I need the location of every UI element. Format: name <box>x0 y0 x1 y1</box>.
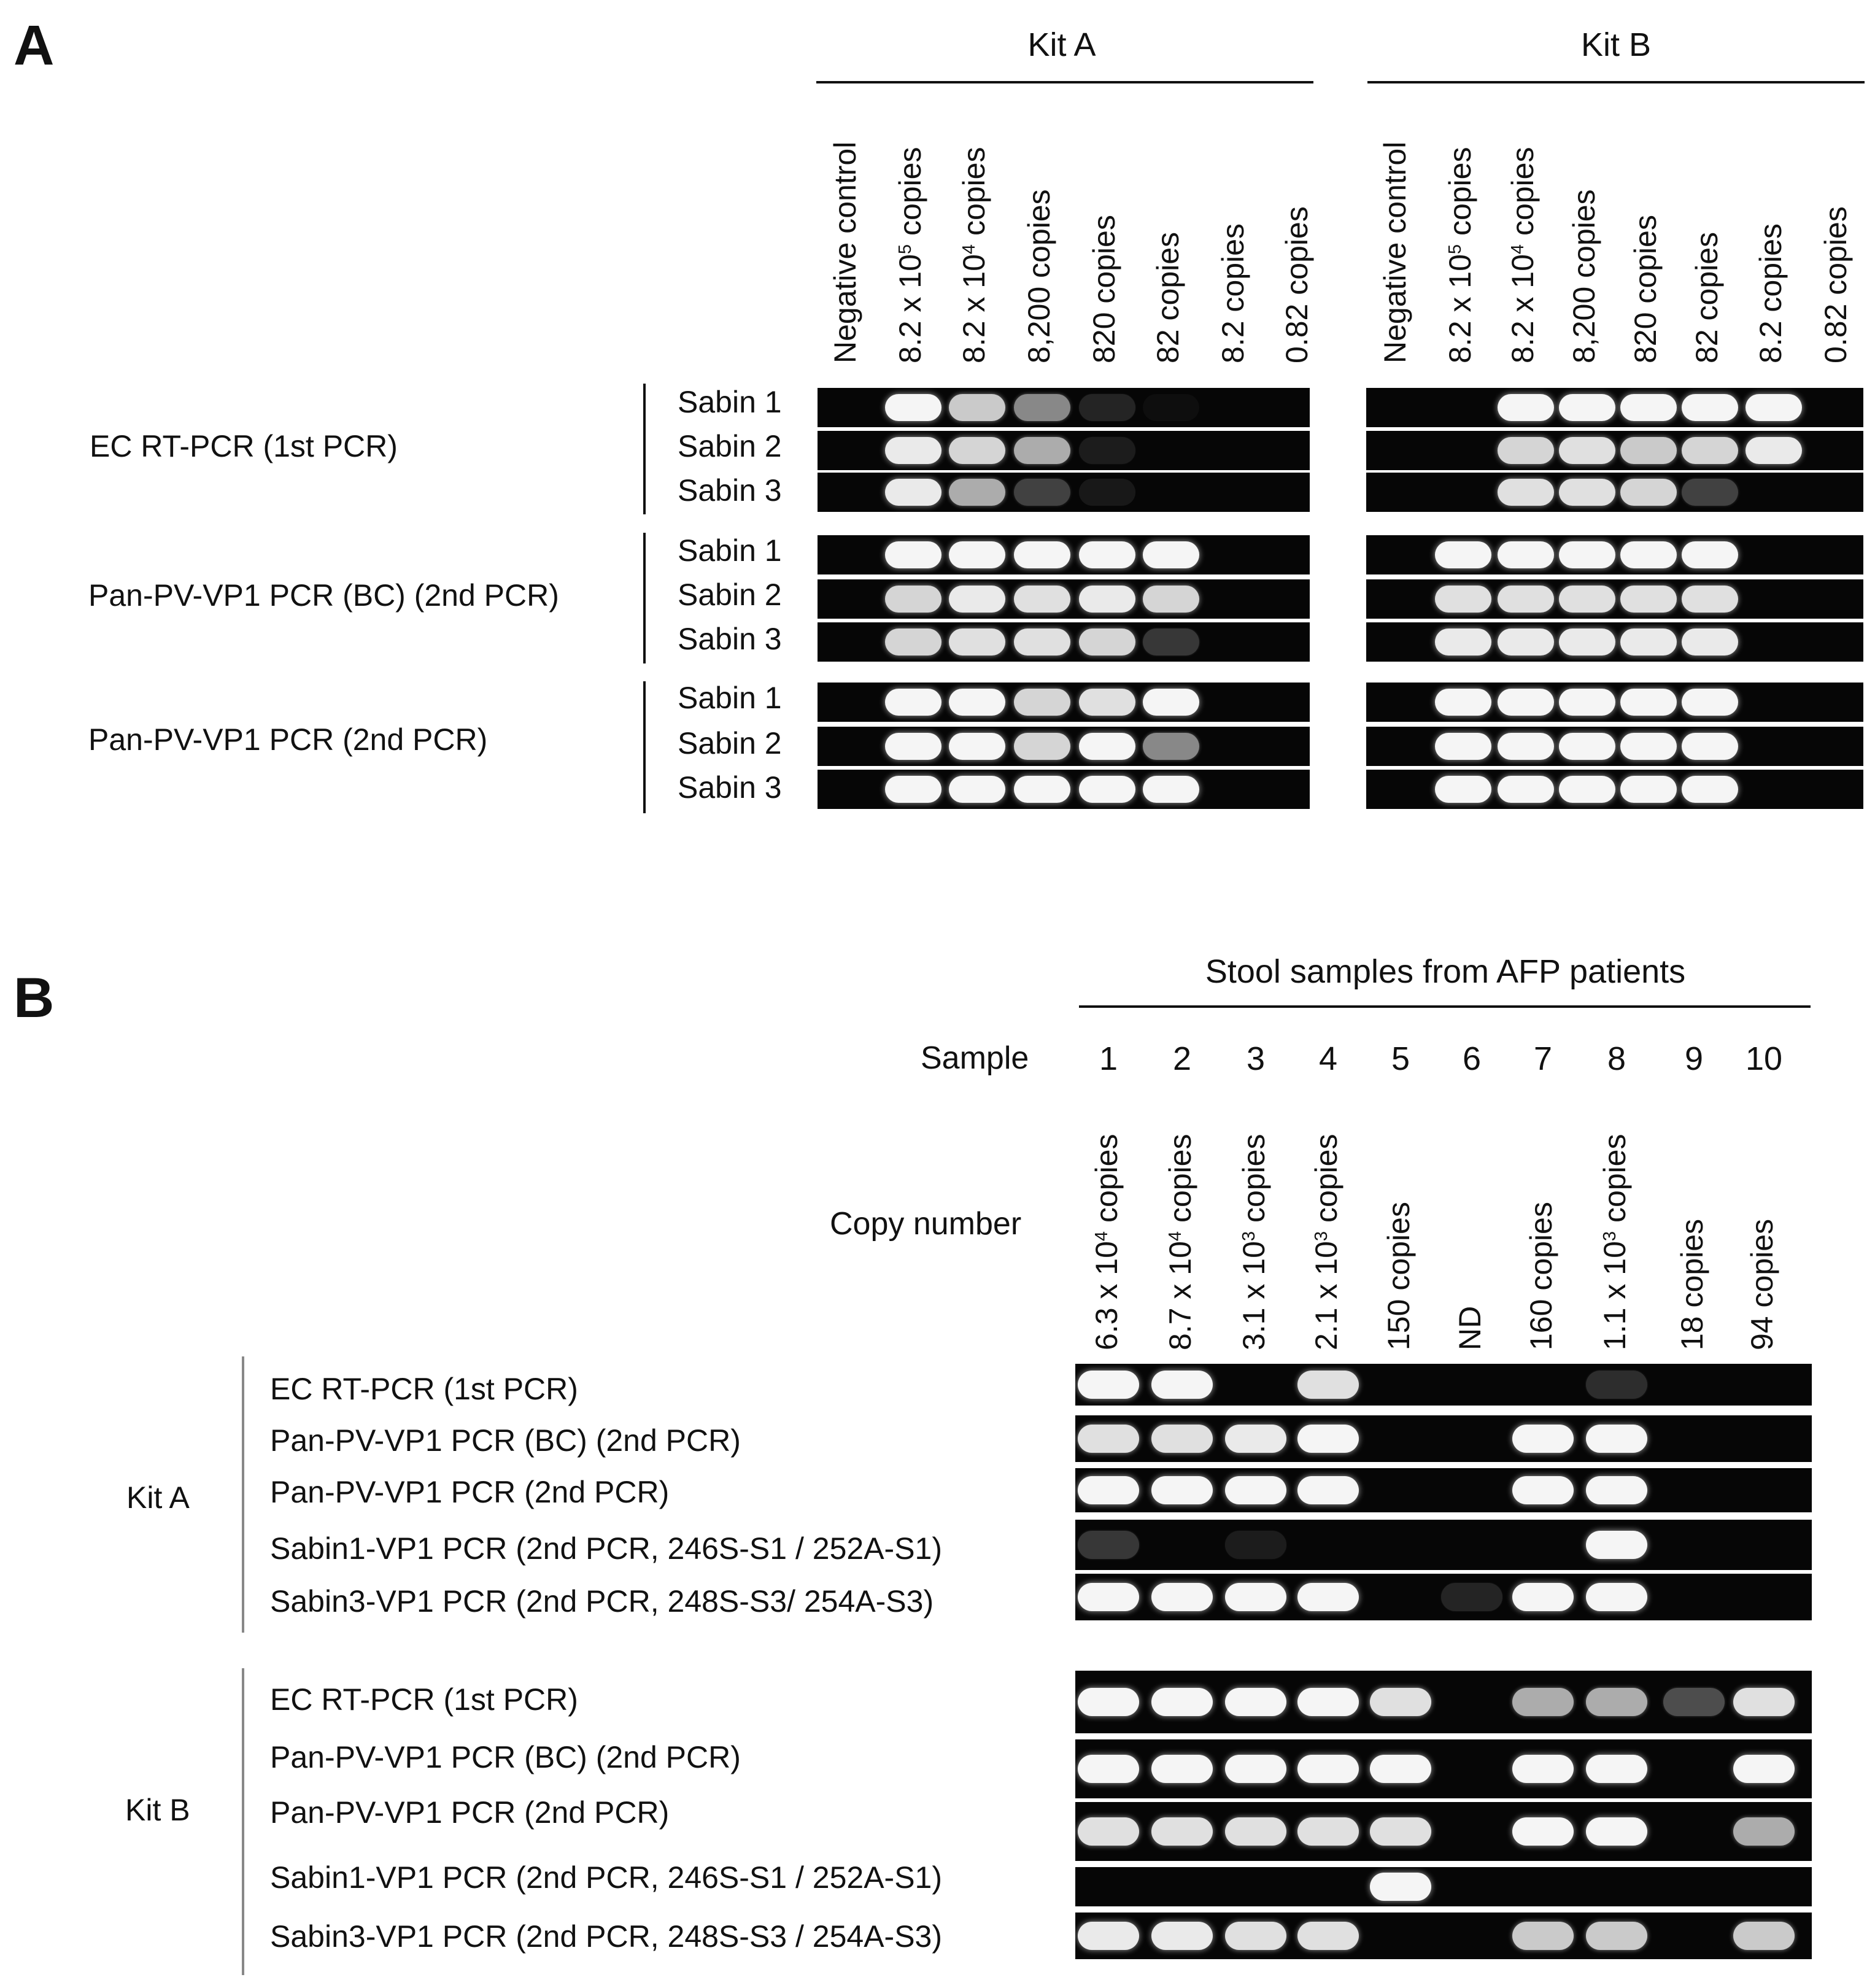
kit-b-lane-label: 0.82 copies <box>1819 206 1853 363</box>
panel-b-kit-b-row-label: Pan-PV-VP1 PCR (2nd PCR) <box>270 1795 670 1830</box>
kit-b-lane-label: 8.2 x $10^4$ copies <box>1506 147 1540 363</box>
pcr-band <box>1733 1755 1795 1783</box>
pcr-band <box>1151 1817 1213 1846</box>
copy-number-label: ND <box>1453 1305 1487 1350</box>
pcr-band <box>885 629 941 656</box>
pcr-band <box>1435 586 1491 613</box>
panel-b-kit-b-row-label: Sabin3-VP1 PCR (2nd PCR, 248S-S3 / 254A-S3) <box>270 1919 942 1954</box>
pcr-band <box>885 586 941 613</box>
panel-a-kit-a-title: Kit A <box>1027 26 1096 63</box>
pcr-band <box>1512 1755 1574 1783</box>
pcr-band <box>1586 1755 1647 1783</box>
pcr-band <box>1620 733 1677 760</box>
pcr-band <box>1143 541 1199 568</box>
gel-row <box>1366 770 1863 809</box>
panel-a-row-label: Sabin 2 <box>678 578 782 612</box>
pcr-band <box>1733 1688 1795 1716</box>
pcr-band <box>1014 776 1070 803</box>
pcr-band <box>1512 1688 1574 1716</box>
pcr-band <box>949 776 1005 803</box>
panel-a-row-label: Sabin 1 <box>678 533 782 568</box>
pcr-band <box>1559 733 1615 760</box>
gel-row <box>818 388 1310 427</box>
gel-row <box>1075 1913 1812 1959</box>
pcr-band <box>885 689 941 716</box>
pcr-band <box>1498 479 1554 506</box>
pcr-band <box>1078 1476 1139 1504</box>
pcr-band <box>1682 541 1738 568</box>
pcr-band <box>1682 586 1738 613</box>
gel-row <box>818 579 1310 619</box>
gel-row <box>1366 535 1863 574</box>
gel-row <box>1075 1867 1812 1906</box>
pcr-band <box>1151 1583 1213 1611</box>
pcr-band <box>949 586 1005 613</box>
pcr-band <box>1435 541 1491 568</box>
pcr-band <box>1225 1922 1286 1950</box>
kit-a-lane-label: 8.2 copies <box>1216 223 1250 363</box>
pcr-band <box>885 776 941 803</box>
gel-row <box>818 622 1310 662</box>
pcr-band <box>1559 394 1615 421</box>
pcr-band <box>1079 776 1135 803</box>
copy-number-label: 18 copies <box>1675 1218 1709 1350</box>
pcr-band <box>1370 1688 1431 1716</box>
sample-number: 7 <box>1533 1040 1553 1077</box>
pcr-band <box>1297 1922 1359 1950</box>
panel-b-kit-a-row-label: Pan-PV-VP1 PCR (2nd PCR) <box>270 1475 670 1509</box>
pcr-band <box>1586 1371 1647 1399</box>
pcr-band <box>1512 1583 1574 1611</box>
pcr-band <box>1663 1688 1725 1716</box>
pcr-band <box>1620 689 1677 716</box>
kit-a-lane-label: 0.82 copies <box>1280 206 1314 363</box>
pcr-band <box>1078 1688 1139 1716</box>
pcr-band <box>1079 733 1135 760</box>
sample-number: 2 <box>1172 1040 1192 1077</box>
panel-b-kit-b-row-label: Sabin1-VP1 PCR (2nd PCR, 246S-S1 / 252A-S1) <box>270 1860 942 1895</box>
pcr-band <box>1498 541 1554 568</box>
pcr-band <box>1620 437 1677 464</box>
gel-row <box>818 770 1310 809</box>
pcr-band <box>1620 776 1677 803</box>
kit-a-lane-label: 8.2 x $10^4$ copies <box>957 147 991 363</box>
copy-number-label: 160 copies <box>1524 1202 1558 1350</box>
panel-a-kit-b-title: Kit B <box>1580 26 1652 63</box>
gel-row <box>1075 1468 1812 1512</box>
pcr-band <box>1620 586 1677 613</box>
pcr-band <box>1512 1476 1574 1504</box>
pcr-band <box>1559 586 1615 613</box>
pcr-band <box>1559 629 1615 656</box>
sample-number: 8 <box>1607 1040 1626 1077</box>
panel-a-row-label: Sabin 2 <box>678 726 782 760</box>
panel-b-letter: B <box>14 967 55 1029</box>
pcr-band <box>885 394 941 421</box>
panel-a-kit-a-rule <box>816 81 1313 83</box>
pcr-band <box>1559 437 1615 464</box>
pcr-band <box>1143 586 1199 613</box>
gel-row <box>818 473 1310 512</box>
panel-a-row-label: Sabin 3 <box>678 770 782 805</box>
kit-a-lane-label: 820 copies <box>1087 215 1121 363</box>
pcr-band <box>1435 776 1491 803</box>
copy-number-label: 2.1 x $10^3$ copies <box>1309 1134 1343 1350</box>
pcr-band <box>1225 1476 1286 1504</box>
pcr-band <box>1498 776 1554 803</box>
pcr-band <box>1498 437 1554 464</box>
panel-b-title: Stool samples from AFP patients <box>1205 953 1686 990</box>
gel-row <box>1366 683 1863 722</box>
pcr-band <box>1559 541 1615 568</box>
pcr-band <box>1682 394 1738 421</box>
kit-b-lane-label: Negative control <box>1378 141 1412 363</box>
pcr-band <box>1151 1476 1213 1504</box>
copy-number-label: 3.1 x $10^3$ copies <box>1237 1134 1271 1350</box>
gel-row <box>818 683 1310 722</box>
sample-number: 9 <box>1684 1040 1704 1077</box>
pcr-band <box>1498 629 1554 656</box>
gel-row <box>1366 579 1863 619</box>
pcr-band <box>1435 629 1491 656</box>
pcr-band <box>1225 1531 1286 1559</box>
pcr-band <box>1297 1371 1359 1399</box>
kit-a-lane-label: 8.2 x $10^5$ copies <box>893 147 927 363</box>
copy-number-label: 1.1 x $10^3$ copies <box>1598 1134 1632 1350</box>
pcr-band <box>1512 1817 1574 1846</box>
pcr-band <box>1225 1583 1286 1611</box>
pcr-band <box>885 479 941 506</box>
pcr-band <box>1559 689 1615 716</box>
pcr-band <box>1143 733 1199 760</box>
pcr-band <box>1586 1688 1647 1716</box>
copy-number-header-label: Copy number <box>830 1206 1022 1242</box>
gel-row <box>1075 1802 1812 1861</box>
pcr-band <box>1435 733 1491 760</box>
panel-a-row-label: Sabin 3 <box>678 473 782 508</box>
pcr-band <box>1586 1531 1647 1559</box>
gel-row <box>1366 431 1863 470</box>
pcr-band <box>1079 629 1135 656</box>
gel-row <box>1075 1574 1812 1620</box>
kit-a-lane-label: Negative control <box>828 141 862 363</box>
pcr-band <box>1143 394 1199 421</box>
pcr-band <box>1682 733 1738 760</box>
pcr-band <box>1014 689 1070 716</box>
gel-row <box>1075 1415 1812 1462</box>
pcr-band <box>1682 479 1738 506</box>
pcr-band <box>1225 1817 1286 1846</box>
pcr-band <box>1151 1371 1213 1399</box>
pcr-band <box>949 479 1005 506</box>
pcr-band <box>1512 1922 1574 1950</box>
panel-a-group-label-pan-pv: Pan-PV-VP1 PCR (2nd PCR) <box>88 722 488 757</box>
pcr-band <box>1014 629 1070 656</box>
panel-a-group-label-pan-pv-bc: Pan-PV-VP1 PCR (BC) (2nd PCR) <box>88 578 559 613</box>
pcr-band <box>949 733 1005 760</box>
panel-b-kit-a-row-label: Sabin1-VP1 PCR (2nd PCR, 246S-S1 / 252A-S1) <box>270 1531 942 1566</box>
pcr-band <box>1151 1922 1213 1950</box>
pcr-band <box>1151 1755 1213 1783</box>
pcr-band <box>1014 733 1070 760</box>
panel-a-row-label: Sabin 1 <box>678 385 782 419</box>
pcr-band <box>885 733 941 760</box>
copy-number-label: 150 copies <box>1382 1202 1416 1350</box>
pcr-band <box>1078 1531 1139 1559</box>
pcr-band <box>1498 394 1554 421</box>
gel-row <box>1075 1671 1812 1733</box>
pcr-band <box>1143 629 1199 656</box>
pcr-band <box>1079 541 1135 568</box>
panel-b-title-rule <box>1079 1005 1811 1008</box>
sample-number: 10 <box>1745 1040 1783 1077</box>
pcr-band <box>1014 437 1070 464</box>
pcr-band <box>1014 541 1070 568</box>
pcr-band <box>1586 1425 1647 1453</box>
pcr-band <box>1370 1817 1431 1846</box>
pcr-band <box>949 689 1005 716</box>
sample-number: 4 <box>1318 1040 1338 1077</box>
pcr-band <box>1297 1688 1359 1716</box>
pcr-band <box>1297 1476 1359 1504</box>
pcr-band <box>1297 1583 1359 1611</box>
pcr-band <box>1151 1425 1213 1453</box>
pcr-band <box>1079 586 1135 613</box>
pcr-band <box>885 437 941 464</box>
pcr-band <box>1620 541 1677 568</box>
kit-a-lane-label: 8,200 copies <box>1022 189 1056 363</box>
gel-row <box>818 727 1310 766</box>
pcr-band <box>1745 437 1802 464</box>
pcr-band <box>1078 1922 1139 1950</box>
gel-row <box>1366 622 1863 662</box>
panel-a-bracket-3 <box>643 681 646 813</box>
gel-row <box>818 535 1310 574</box>
pcr-band <box>1078 1817 1139 1846</box>
copy-number-label: 94 copies <box>1745 1218 1779 1350</box>
sample-number: 1 <box>1099 1040 1118 1077</box>
pcr-band <box>1014 586 1070 613</box>
kit-a-lane-label: 82 copies <box>1151 231 1185 363</box>
pcr-band <box>1441 1583 1502 1611</box>
pcr-band <box>1078 1755 1139 1783</box>
panel-a-row-label: Sabin 3 <box>678 622 782 656</box>
panel-b-kit-a-bracket <box>242 1356 244 1633</box>
pcr-band <box>949 629 1005 656</box>
sample-number: 3 <box>1246 1040 1266 1077</box>
gel-row <box>1075 1364 1812 1406</box>
panel-a-bracket-2 <box>643 533 646 663</box>
pcr-band <box>1559 479 1615 506</box>
panel-b-kit-a-label: Kit A <box>126 1480 190 1515</box>
panel-a-group-label-ec-rt-pcr: EC RT-PCR (1st PCR) <box>90 429 398 463</box>
panel-b-kit-b-row-label: Pan-PV-VP1 PCR (BC) (2nd PCR) <box>270 1740 741 1774</box>
panel-b-kit-a-row-label: Sabin3-VP1 PCR (2nd PCR, 248S-S3/ 254A-S3) <box>270 1584 934 1619</box>
pcr-band <box>1435 689 1491 716</box>
panel-a-letter: A <box>14 14 55 77</box>
pcr-band <box>1586 1817 1647 1846</box>
pcr-band <box>1733 1817 1795 1846</box>
pcr-band <box>1225 1755 1286 1783</box>
pcr-band <box>949 437 1005 464</box>
panel-b-kit-b-label: Kit B <box>125 1793 190 1827</box>
gel-row <box>1366 727 1863 766</box>
kit-b-lane-label: 820 copies <box>1628 215 1663 363</box>
pcr-band <box>1620 394 1677 421</box>
gel-row <box>1366 388 1863 427</box>
panel-b-kit-a-row-label: Pan-PV-VP1 PCR (BC) (2nd PCR) <box>270 1423 741 1458</box>
pcr-band <box>1745 394 1802 421</box>
gel-row <box>1075 1739 1812 1798</box>
pcr-band <box>1370 1755 1431 1783</box>
pcr-band <box>1512 1425 1574 1453</box>
pcr-band <box>885 541 941 568</box>
pcr-band <box>1297 1425 1359 1453</box>
pcr-band <box>949 541 1005 568</box>
pcr-band <box>1079 394 1135 421</box>
pcr-band <box>1297 1817 1359 1846</box>
gel-row <box>1366 473 1863 512</box>
pcr-band <box>1682 629 1738 656</box>
pcr-band <box>1586 1583 1647 1611</box>
pcr-band <box>1079 437 1135 464</box>
pcr-band <box>1586 1922 1647 1950</box>
pcr-band <box>1498 733 1554 760</box>
pcr-band <box>1682 776 1738 803</box>
pcr-band <box>1078 1425 1139 1453</box>
kit-b-lane-label: 8.2 x $10^5$ copies <box>1443 147 1477 363</box>
pcr-band <box>1078 1371 1139 1399</box>
pcr-band <box>1297 1755 1359 1783</box>
copy-number-label: 6.3 x $10^4$ copies <box>1089 1134 1124 1350</box>
gel-row <box>818 431 1310 470</box>
pcr-band <box>1498 586 1554 613</box>
pcr-band <box>1620 479 1677 506</box>
pcr-band <box>1079 689 1135 716</box>
pcr-band <box>949 394 1005 421</box>
pcr-band <box>1682 689 1738 716</box>
pcr-band <box>1620 629 1677 656</box>
gel-row <box>1075 1520 1812 1570</box>
pcr-band <box>1498 689 1554 716</box>
pcr-band <box>1225 1425 1286 1453</box>
pcr-band <box>1225 1688 1286 1716</box>
panel-b-kit-a-row-label: EC RT-PCR (1st PCR) <box>270 1372 578 1406</box>
pcr-band <box>1559 776 1615 803</box>
copy-number-label: 8.7 x $10^4$ copies <box>1163 1134 1197 1350</box>
panel-b-kit-b-bracket <box>242 1668 244 1975</box>
sample-header-label: Sample <box>921 1040 1029 1076</box>
pcr-band <box>1151 1688 1213 1716</box>
pcr-band <box>1143 689 1199 716</box>
pcr-band <box>1014 479 1070 506</box>
pcr-band <box>1586 1476 1647 1504</box>
pcr-band <box>1143 776 1199 803</box>
kit-b-lane-label: 8,200 copies <box>1567 189 1601 363</box>
pcr-band <box>1014 394 1070 421</box>
sample-number: 6 <box>1462 1040 1482 1077</box>
panel-a-kit-b-rule <box>1367 81 1865 83</box>
pcr-band <box>1682 437 1738 464</box>
sample-number: 5 <box>1391 1040 1410 1077</box>
panel-a-row-label: Sabin 2 <box>678 429 782 463</box>
pcr-band <box>1079 479 1135 506</box>
panel-a-bracket-1 <box>643 384 646 514</box>
kit-b-lane-label: 8.2 copies <box>1753 223 1788 363</box>
pcr-band <box>1733 1922 1795 1950</box>
pcr-band <box>1078 1583 1139 1611</box>
pcr-band <box>1370 1873 1431 1901</box>
panel-a-row-label: Sabin 1 <box>678 681 782 715</box>
kit-b-lane-label: 82 copies <box>1690 231 1724 363</box>
panel-b-kit-b-row-label: EC RT-PCR (1st PCR) <box>270 1682 578 1717</box>
